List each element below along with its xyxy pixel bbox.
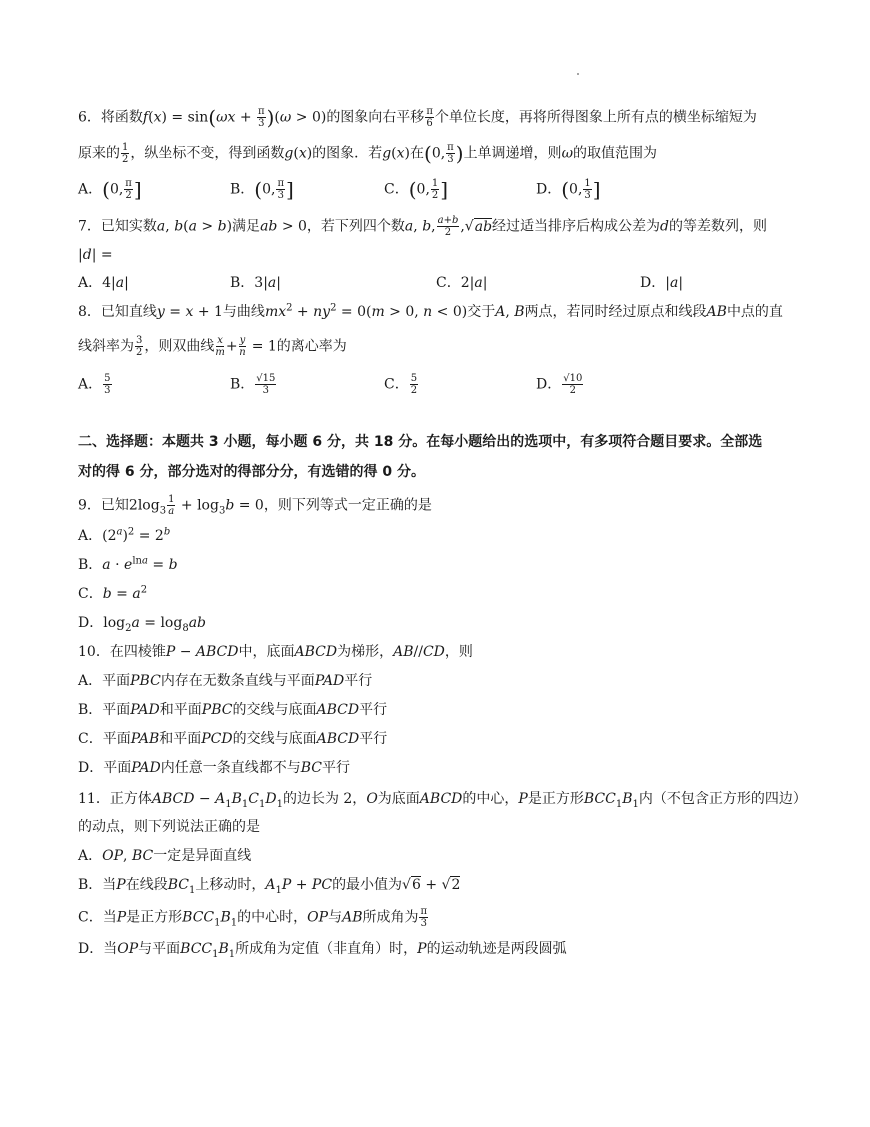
- q7-option-b[interactable]: B．3|a|: [230, 275, 281, 291]
- q6-option-a[interactable]: A．(0, $\frac{\pi}{2}$ ]: [78, 177, 142, 202]
- q6-option-c[interactable]: C．(0, $\frac{1}{2}$ ]: [384, 177, 449, 202]
- q8-option-d[interactable]: D． $\frac{√10}{2}$: [536, 373, 583, 396]
- q6-option-d[interactable]: D．(0, $\frac{1}{3}$ ]: [536, 177, 601, 202]
- q7-option-c[interactable]: C．2|a|: [436, 275, 488, 291]
- q10-option-a[interactable]: A．平面PBC内存在无数条直线与平面PAD平行: [78, 673, 373, 689]
- q6-option-b[interactable]: B．(0, $\frac{\pi}{3}$ ]: [230, 177, 294, 202]
- section2-heading-line1: 二、选择题：本题共 3 小题，每小题 6 分，共 18 分。在每小题给出的选项中，有多项符合题目要求。全部选: [78, 434, 763, 450]
- q9-stem: 9．已知$2\log_3$ $\frac{1}{a}$ + $\log_3b = 0$，则下列等式一定正确的是: [78, 494, 432, 517]
- q11-stem-line-2: 的动点，则下列说法正确的是: [78, 819, 260, 835]
- q8-line-1: 8．已知直线y = x + 1与曲线$mx^2 + ny^2 = 0(m > 0$, n < 0)交于A, B两点，若同时经过原点和线段AB中点的直: [78, 302, 783, 320]
- q10-option-b[interactable]: B．平面PAD和平面PBC的交线与底面ABCD平行: [78, 702, 388, 718]
- q8-line-2: 线斜率为 $\frac{3}{2}$ ，则双曲线 $\frac{x}{m}$ + $\frac{y}{n}$ = 1的离心率为: [78, 335, 347, 358]
- q9-option-d[interactable]: D．$\log_2a = \log_8ab$: [78, 615, 207, 634]
- q6-line-2: 原来的 $\frac{1}{2}$ ，纵坐标不变，得到函数g(x)的图象．若g(x)在(0, $\frac{\pi}{3}$ )上单调递增，则ω的取值范围为: [78, 141, 657, 166]
- q11-stem-line-1: 11．正方体ABCD − $A_1B_1C_1D_1$的边长为 2，O为底面ABCD的中心，P是正方形$BCC_1B_1$内（不包含正方形的四边）: [78, 791, 807, 810]
- q7-option-d[interactable]: D．|a|: [640, 275, 684, 291]
- q10-option-c[interactable]: C．平面PAB和平面PCD的交线与底面ABCD平行: [78, 731, 388, 747]
- q11-option-b[interactable]: B．当P在线段$BC_1$上移动时，$A_1P$ + PC的最小值为√6 + √2: [78, 877, 461, 896]
- q10-option-d[interactable]: D．平面PAD内任意一条直线都不与BC平行: [78, 760, 350, 776]
- q7-option-a[interactable]: A．4|a|: [78, 275, 129, 291]
- q10-stem: 10．在四棱锥P − ABCD中，底面ABCD为梯形，AB//CD，则: [78, 644, 473, 660]
- q7-line-2: |d| =: [78, 247, 113, 263]
- q7-line-1: 7．已知实数a, b(a > b)满足ab > 0，若下列四个数a, b, $\frac{a+b}{2}$ ,√ab经过适当排序后构成公差为d的等差数列，则: [78, 215, 768, 238]
- q9-option-a[interactable]: A．$(2^a)^2 = 2^b$: [78, 526, 171, 544]
- q11-option-a[interactable]: A．OP, BC一定是异面直线: [78, 848, 252, 864]
- q8-option-b[interactable]: B． $\frac{√15}{3}$: [230, 373, 276, 396]
- scan-dot: [577, 73, 579, 75]
- q6-line-1: 6．将函数f(x) = sin(ωx + $\frac{\pi}{3}$ )(ω > 0)的图象向右平移 $\frac{\pi}{6}$ 个单位长度，再将所得图象上所有点的横坐标缩短为: [78, 105, 757, 130]
- q11-option-c[interactable]: C．当P是正方形$BCC_1B_1$的中心时，OP与AB所成角为 $\frac{\pi}{3}$: [78, 906, 428, 929]
- q8-option-a[interactable]: A． $\frac{5}{3}$: [78, 373, 111, 396]
- q9-option-b[interactable]: B．$a \cdot e^{lna} = b$: [78, 555, 178, 573]
- q8-option-c[interactable]: C． $\frac{5}{2}$: [384, 373, 418, 396]
- section2-heading-line2: 对的得 6 分，部分选对的得部分分，有选错的得 0 分。: [78, 464, 425, 480]
- q11-option-d[interactable]: D．当OP与平面$BCC_1B_1$所成角为定值（非直角）时，P的运动轨迹是两段圆弧: [78, 941, 567, 960]
- q9-option-c[interactable]: C．$b = a^2$: [78, 584, 148, 602]
